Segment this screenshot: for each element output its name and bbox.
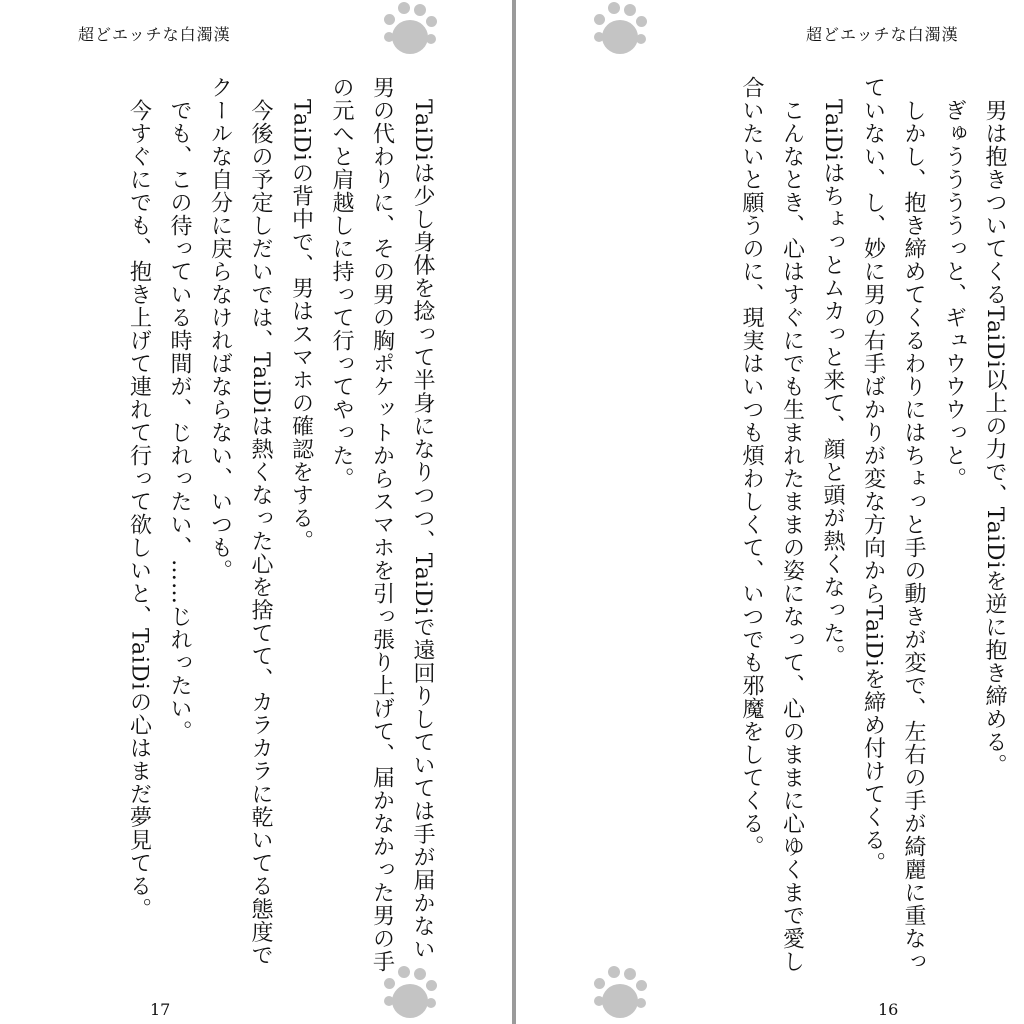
paragraph: でも、この待っている時間が、じれったい、……じれったい。 <box>167 76 192 743</box>
paragraph: ぎゅううううっと、ギュウウウっと。 <box>941 76 967 490</box>
paragraph: 今後の予定しだいでは、TaiDiは熱くなった心を捨てて、カラカラに乾いてる態度でクールな自分に戻らなければならない、いつも。 <box>207 76 273 967</box>
paragraph: TaiDiはちょっとムカっと来て、顔と頭が熱くなった。 <box>820 76 845 668</box>
paragraph: しかし、抱き締めてくるわりにはちょっと手の動きが変で、左右の手が綺麗に重なっていない、し、妙に男の右手ばかりが変な方向からTaiDiを締め付けてくる。 <box>860 76 926 973</box>
paw-print-icon <box>384 966 440 1022</box>
paragraph: 男は抱きついてくるTaiDi以上の力で、TaiDiを逆に抱き締める。 <box>982 76 1007 777</box>
paragraph: 今すぐにでも、抱き上げて連れて行って欲しいと、TaiDiの心はまだ夢見てる。 <box>126 76 152 921</box>
paragraph: こんなとき、心はすぐにでも生まれたままの姿になって、心のままに心ゆくまで愛し合いたいと願うのに、現実はいつも煩わしくて、いつでも邪魔をしてくる。 <box>739 76 805 973</box>
paw-print-icon <box>594 2 650 58</box>
page-number: 17 <box>150 1000 171 1019</box>
paw-print-icon <box>384 2 440 58</box>
right-page <box>516 0 1024 1024</box>
paw-print-icon <box>594 966 650 1022</box>
paragraph: TaiDiは少し身体を捻って半身になりつつ、TaiDiで遠回りしていては手が届かない男の代わりに、その男の胸ポケットからスマホを引っ張り上げて、届かなかった男の手の元へと肩越しに持って行ってやった。 <box>329 76 435 973</box>
header-title: 超どエッチな白濁漢 <box>78 25 231 44</box>
body-text <box>600 76 1014 976</box>
page-number: 16 <box>878 1000 899 1019</box>
body-text <box>30 76 442 976</box>
header-title: 超どエッチな白濁漢 <box>806 25 959 44</box>
paragraph: TaiDiの背中で、男はスマホの確認をする。 <box>288 76 314 553</box>
